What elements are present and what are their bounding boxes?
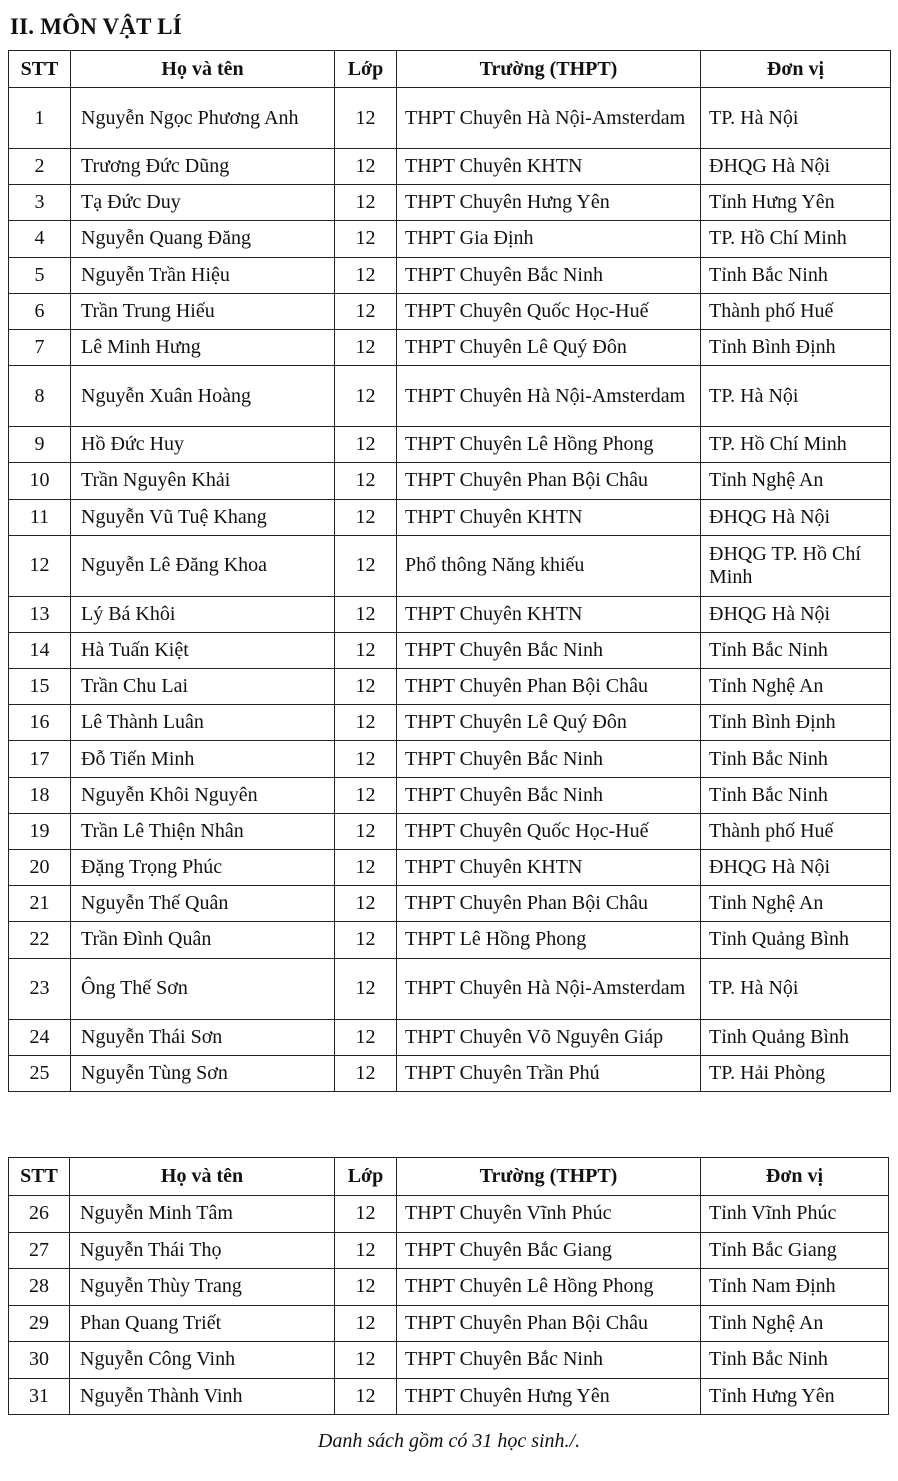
physics-roster-table-1	[8, 50, 891, 1092]
school-name: THPT Chuyên KHTN	[397, 596, 701, 632]
row-grade: 12	[335, 1378, 397, 1415]
row-grade: 12	[335, 221, 397, 257]
student-name: Đặng Trọng Phúc	[71, 850, 335, 886]
student-name: Nguyễn Công Vinh	[70, 1342, 335, 1379]
row-grade: 12	[335, 850, 397, 886]
unit-name: Tỉnh Bắc Ninh	[701, 777, 891, 813]
school-name: THPT Chuyên KHTN	[397, 850, 701, 886]
unit-name: Tỉnh Hưng Yên	[701, 1378, 889, 1415]
student-name: Nguyễn Thái Sơn	[71, 1019, 335, 1055]
section-title: II. MÔN VẬT LÍ	[10, 14, 182, 39]
table-row	[9, 535, 891, 596]
row-grade: 12	[335, 669, 397, 705]
row-stt: 30	[9, 1342, 70, 1379]
row-grade: 12	[335, 329, 397, 365]
row-grade: 12	[335, 366, 397, 427]
student-name: Đỗ Tiến Minh	[71, 741, 335, 777]
student-name: Lê Thành Luân	[71, 705, 335, 741]
row-stt: 15	[9, 669, 71, 705]
row-grade: 12	[335, 958, 397, 1019]
row-grade: 12	[335, 705, 397, 741]
row-grade: 12	[335, 1232, 397, 1269]
table-row	[9, 1232, 889, 1269]
student-name: Nguyễn Lê Đăng Khoa	[71, 535, 335, 596]
student-name: Lý Bá Khôi	[71, 596, 335, 632]
unit-name: TP. Hải Phòng	[701, 1055, 891, 1091]
header-school: Trường (THPT)	[397, 1158, 701, 1196]
unit-name: TP. Hồ Chí Minh	[701, 221, 891, 257]
row-grade: 12	[335, 293, 397, 329]
table-row	[9, 329, 891, 365]
unit-name: ĐHQG Hà Nội	[701, 596, 891, 632]
school-name: THPT Chuyên KHTN	[397, 149, 701, 185]
school-name: THPT Chuyên Phan Bội Châu	[397, 463, 701, 499]
unit-name: ĐHQG Hà Nội	[701, 850, 891, 886]
row-grade: 12	[335, 1019, 397, 1055]
row-grade: 12	[335, 632, 397, 668]
row-stt: 25	[9, 1055, 71, 1091]
table-row	[9, 1342, 889, 1379]
school-name: THPT Chuyên Hưng Yên	[397, 185, 701, 221]
unit-name: Tỉnh Nam Định	[701, 1269, 889, 1306]
student-name: Nguyễn Quang Đăng	[71, 221, 335, 257]
row-stt: 7	[9, 329, 71, 365]
table-row	[9, 293, 891, 329]
table-2-body	[9, 1196, 889, 1415]
unit-name: Thành phố Huế	[701, 293, 891, 329]
student-name: Nguyễn Khôi Nguyên	[71, 777, 335, 813]
row-stt: 24	[9, 1019, 71, 1055]
student-name: Hà Tuấn Kiệt	[71, 632, 335, 668]
table-row	[9, 221, 891, 257]
row-grade: 12	[335, 777, 397, 813]
table-row	[9, 463, 891, 499]
unit-name: Tỉnh Bắc Ninh	[701, 1342, 889, 1379]
student-name: Nguyễn Vũ Tuệ Khang	[71, 499, 335, 535]
student-name: Nguyễn Ngọc Phương Anh	[71, 88, 335, 149]
student-name: Nguyễn Thái Thọ	[70, 1232, 335, 1269]
row-stt: 22	[9, 922, 71, 958]
row-stt: 13	[9, 596, 71, 632]
school-name: Phổ thông Năng khiếu	[397, 535, 701, 596]
table-row	[9, 741, 891, 777]
row-stt: 11	[9, 499, 71, 535]
student-name: Ông Thế Sơn	[71, 958, 335, 1019]
school-name: THPT Chuyên Vĩnh Phúc	[397, 1196, 701, 1233]
table-row	[9, 596, 891, 632]
row-grade: 12	[335, 1342, 397, 1379]
header-grade: Lớp	[335, 1158, 397, 1196]
row-grade: 12	[335, 1055, 397, 1091]
unit-name: Tỉnh Bắc Ninh	[701, 632, 891, 668]
header-school: Trường (THPT)	[397, 51, 701, 88]
header-unit: Đơn vị	[701, 1158, 889, 1196]
row-stt: 12	[9, 535, 71, 596]
row-grade: 12	[335, 149, 397, 185]
unit-name: TP. Hà Nội	[701, 88, 891, 149]
header-grade: Lớp	[335, 51, 397, 88]
unit-name: Tỉnh Bắc Giang	[701, 1232, 889, 1269]
student-name: Nguyễn Xuân Hoàng	[71, 366, 335, 427]
unit-name: ĐHQG Hà Nội	[701, 499, 891, 535]
row-stt: 27	[9, 1232, 70, 1269]
school-name: THPT Chuyên Võ Nguyên Giáp	[397, 1019, 701, 1055]
table-header-row	[9, 51, 891, 88]
unit-name: Tỉnh Hưng Yên	[701, 185, 891, 221]
table-row	[9, 366, 891, 427]
row-stt: 23	[9, 958, 71, 1019]
school-name: THPT Chuyên Quốc Học-Huế	[397, 293, 701, 329]
physics-roster-table-2	[8, 1157, 889, 1415]
row-stt: 4	[9, 221, 71, 257]
student-name: Nguyễn Thùy Trang	[70, 1269, 335, 1306]
row-grade: 12	[335, 535, 397, 596]
row-stt: 8	[9, 366, 71, 427]
row-grade: 12	[335, 922, 397, 958]
row-grade: 12	[335, 741, 397, 777]
unit-name: TP. Hồ Chí Minh	[701, 427, 891, 463]
table-row	[9, 777, 891, 813]
unit-name: Tỉnh Nghệ An	[701, 463, 891, 499]
school-name: THPT Chuyên Lê Hồng Phong	[397, 1269, 701, 1306]
unit-name: TP. Hà Nội	[701, 958, 891, 1019]
table-row	[9, 632, 891, 668]
table-row	[9, 1019, 891, 1055]
row-grade: 12	[335, 88, 397, 149]
school-name: THPT Chuyên Bắc Ninh	[397, 741, 701, 777]
student-name: Nguyễn Thế Quân	[71, 886, 335, 922]
row-stt: 2	[9, 149, 71, 185]
unit-name: Tỉnh Nghệ An	[701, 1305, 889, 1342]
school-name: THPT Chuyên Hà Nội-Amsterdam	[397, 88, 701, 149]
school-name: THPT Chuyên Hà Nội-Amsterdam	[397, 958, 701, 1019]
unit-name: Tỉnh Bình Định	[701, 705, 891, 741]
row-stt: 17	[9, 741, 71, 777]
table-1-body	[9, 88, 891, 1092]
row-stt: 6	[9, 293, 71, 329]
row-stt: 16	[9, 705, 71, 741]
student-name: Phan Quang Triết	[70, 1305, 335, 1342]
unit-name: ĐHQG TP. Hồ Chí Minh	[701, 535, 891, 596]
row-stt: 20	[9, 850, 71, 886]
student-name: Trần Trung Hiếu	[71, 293, 335, 329]
table-row	[9, 185, 891, 221]
row-grade: 12	[335, 1269, 397, 1306]
school-name: THPT Chuyên Bắc Ninh	[397, 777, 701, 813]
unit-name: Tỉnh Bình Định	[701, 329, 891, 365]
row-stt: 1	[9, 88, 71, 149]
header-stt: STT	[9, 1158, 70, 1196]
row-grade: 12	[335, 596, 397, 632]
school-name: THPT Chuyên Quốc Học-Huế	[397, 813, 701, 849]
row-grade: 12	[335, 499, 397, 535]
table-row	[9, 1055, 891, 1091]
school-name: THPT Chuyên Trần Phú	[397, 1055, 701, 1091]
table-row	[9, 958, 891, 1019]
row-stt: 19	[9, 813, 71, 849]
table-row	[9, 922, 891, 958]
row-grade: 12	[335, 185, 397, 221]
school-name: THPT Gia Định	[397, 221, 701, 257]
table-row	[9, 499, 891, 535]
school-name: THPT Chuyên Phan Bội Châu	[397, 669, 701, 705]
student-name: Nguyễn Thành Vinh	[70, 1378, 335, 1415]
student-name: Trần Chu Lai	[71, 669, 335, 705]
student-name: Trần Đình Quân	[71, 922, 335, 958]
table-row	[9, 1305, 889, 1342]
student-name: Nguyễn Minh Tâm	[70, 1196, 335, 1233]
row-grade: 12	[335, 427, 397, 463]
school-name: THPT Lê Hồng Phong	[397, 922, 701, 958]
row-grade: 12	[335, 813, 397, 849]
table-row	[9, 886, 891, 922]
school-name: THPT Chuyên Phan Bội Châu	[397, 886, 701, 922]
unit-name: Tỉnh Bắc Ninh	[701, 257, 891, 293]
row-grade: 12	[335, 886, 397, 922]
table-row	[9, 149, 891, 185]
student-name: Trần Nguyên Khải	[71, 463, 335, 499]
unit-name: Tỉnh Quảng Bình	[701, 1019, 891, 1055]
student-name: Nguyễn Tùng Sơn	[71, 1055, 335, 1091]
row-stt: 31	[9, 1378, 70, 1415]
school-name: THPT Chuyên Hưng Yên	[397, 1378, 701, 1415]
school-name: THPT Chuyên Bắc Ninh	[397, 1342, 701, 1379]
table-row	[9, 1196, 889, 1233]
school-name: THPT Chuyên Bắc Ninh	[397, 632, 701, 668]
table-row	[9, 813, 891, 849]
table-row	[9, 88, 891, 149]
table-row	[9, 850, 891, 886]
row-stt: 14	[9, 632, 71, 668]
unit-name: Tỉnh Quảng Bình	[701, 922, 891, 958]
table-row	[9, 1269, 889, 1306]
unit-name: Tỉnh Bắc Ninh	[701, 741, 891, 777]
school-name: THPT Chuyên Lê Quý Đôn	[397, 705, 701, 741]
student-name: Trần Lê Thiện Nhân	[71, 813, 335, 849]
school-name: THPT Chuyên Bắc Ninh	[397, 257, 701, 293]
table-header-row	[9, 1158, 889, 1196]
student-name: Lê Minh Hưng	[71, 329, 335, 365]
row-grade: 12	[335, 463, 397, 499]
school-name: THPT Chuyên Phan Bội Châu	[397, 1305, 701, 1342]
header-stt: STT	[9, 51, 71, 88]
header-name: Họ và tên	[71, 51, 335, 88]
unit-name: Thành phố Huế	[701, 813, 891, 849]
school-name: THPT Chuyên KHTN	[397, 499, 701, 535]
row-stt: 21	[9, 886, 71, 922]
unit-name: Tỉnh Nghệ An	[701, 669, 891, 705]
row-stt: 9	[9, 427, 71, 463]
student-name: Hồ Đức Huy	[71, 427, 335, 463]
student-name: Nguyễn Trần Hiệu	[71, 257, 335, 293]
table-row	[9, 669, 891, 705]
student-name: Trương Đức Dũng	[71, 149, 335, 185]
row-stt: 18	[9, 777, 71, 813]
header-name: Họ và tên	[70, 1158, 335, 1196]
school-name: THPT Chuyên Lê Quý Đôn	[397, 329, 701, 365]
header-unit: Đơn vị	[701, 51, 891, 88]
table-row	[9, 257, 891, 293]
school-name: THPT Chuyên Hà Nội-Amsterdam	[397, 366, 701, 427]
row-stt: 26	[9, 1196, 70, 1233]
row-stt: 5	[9, 257, 71, 293]
table-row	[9, 427, 891, 463]
school-name: THPT Chuyên Lê Hồng Phong	[397, 427, 701, 463]
row-stt: 10	[9, 463, 71, 499]
row-grade: 12	[335, 1305, 397, 1342]
table-row	[9, 1378, 889, 1415]
row-stt: 28	[9, 1269, 70, 1306]
row-grade: 12	[335, 257, 397, 293]
unit-name: Tỉnh Nghệ An	[701, 886, 891, 922]
student-name: Tạ Đức Duy	[71, 185, 335, 221]
unit-name: ĐHQG Hà Nội	[701, 149, 891, 185]
row-grade: 12	[335, 1196, 397, 1233]
row-stt: 3	[9, 185, 71, 221]
row-stt: 29	[9, 1305, 70, 1342]
school-name: THPT Chuyên Bắc Giang	[397, 1232, 701, 1269]
unit-name: Tỉnh Vĩnh Phúc	[701, 1196, 889, 1233]
table-row	[9, 705, 891, 741]
unit-name: TP. Hà Nội	[701, 366, 891, 427]
footer-note: Danh sách gồm có 31 học sinh./.	[317, 1430, 581, 1452]
